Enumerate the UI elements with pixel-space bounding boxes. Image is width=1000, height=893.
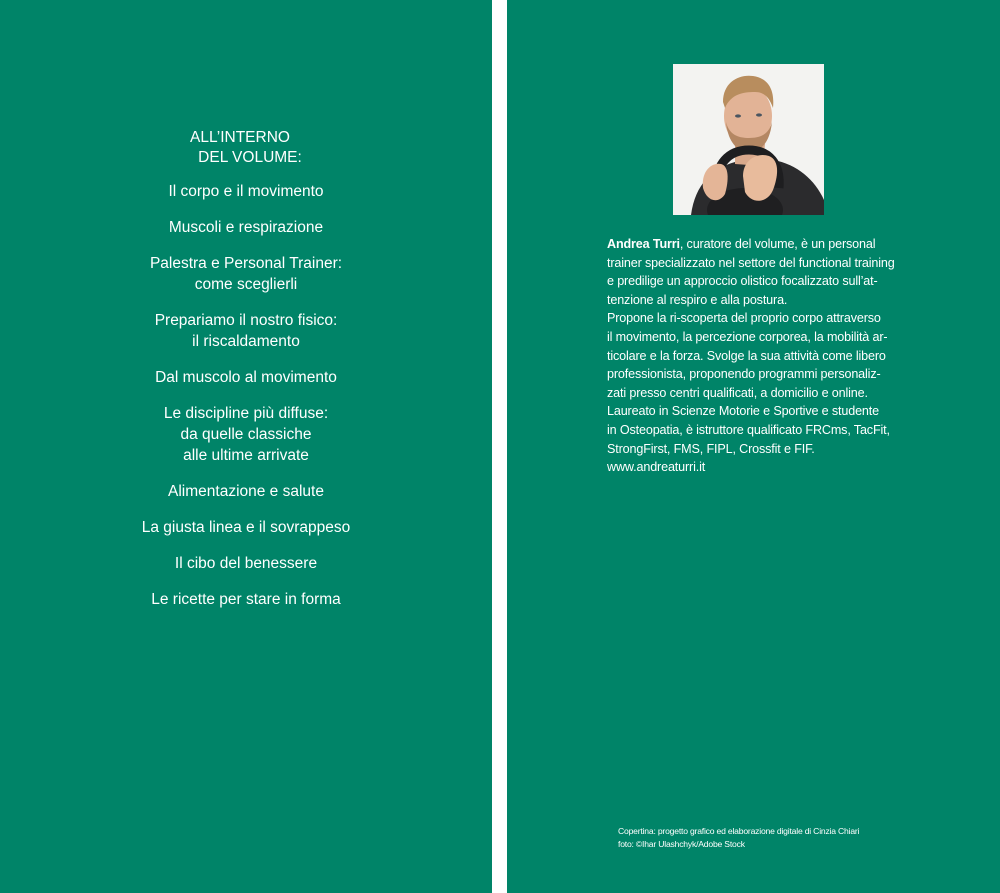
- toc-item-text: La giusta linea e il sovrappeso: [141, 519, 351, 536]
- toc-heading-line-2: DEL VOLUME:: [198, 149, 302, 166]
- toc-item: [0, 481, 492, 502]
- toc-item: [0, 310, 492, 352]
- bio-line: trainer specializzato nel settore del functional training: [607, 255, 895, 270]
- bio-line: ticolare e la forza. Svolge la sua attività come libero: [607, 348, 886, 363]
- author-bio: [607, 235, 907, 477]
- table-of-contents: [0, 128, 492, 625]
- bio-line: e predilige un approccio olistico focalizzato sull’at-: [607, 274, 878, 289]
- toc-item-text: come sceglierli: [194, 276, 298, 293]
- toc-item-text: Dal muscolo al movimento: [155, 369, 337, 386]
- toc-heading-line-1: ALL’INTERNO: [190, 129, 290, 146]
- bio-line: professionista, proponendo programmi personaliz-: [607, 367, 881, 382]
- toc-item-text: il riscaldamento: [192, 333, 300, 350]
- toc-item: [0, 403, 492, 466]
- bio-line: StrongFirst, FMS, FIPL, Crossfit e FIF.: [607, 441, 815, 456]
- bio-line: in Osteopatia, è istruttore qualificato FRCms, TacFit,: [607, 422, 890, 437]
- toc-item-text: da quelle classiche: [180, 426, 312, 443]
- bio-line: [607, 235, 907, 254]
- toc-item-text: alle ultime arrivate: [183, 447, 309, 464]
- bio-line: Propone la ri-scoperta del proprio corpo attraverso: [607, 311, 881, 326]
- toc-item: [0, 367, 492, 388]
- toc-item-text: Le ricette per stare in forma: [151, 591, 341, 608]
- credit-line: foto: ©Ihar Ulashchyk/Adobe Stock: [618, 838, 745, 849]
- bio-line: tenzione al respiro e alla postura.: [607, 292, 788, 307]
- toc-item: [0, 589, 492, 610]
- toc-item-text: Prepariamo il nostro fisico:: [154, 312, 338, 329]
- author-photo-icon: [673, 64, 824, 215]
- bio-line: il movimento, la percezione corporea, la mobilità ar-: [607, 329, 888, 344]
- bio-text: , curatore del volume, è un personal: [679, 237, 876, 251]
- toc-item-text: Palestra e Personal Trainer:: [149, 255, 343, 272]
- toc-item: [0, 181, 492, 202]
- toc-item: [0, 217, 492, 238]
- toc-item: [0, 253, 492, 295]
- toc-item-text: Il cibo del benessere: [174, 555, 318, 572]
- bio-line: zati presso centri qualificati, a domicilio e online.: [607, 385, 868, 400]
- author-website: www.andreaturri.it: [607, 460, 706, 475]
- toc-item: [0, 517, 492, 538]
- credit-line: Copertina: progetto grafico ed elaborazione digitale di Cinzia Chiari: [618, 826, 860, 836]
- cover-credits: [618, 825, 918, 850]
- toc-list: [0, 181, 492, 610]
- author-photo: [673, 64, 824, 215]
- toc-item-text: Le discipline più diffuse:: [163, 405, 329, 422]
- toc-item-text: Muscoli e respirazione: [168, 219, 324, 236]
- author-name: Andrea Turri: [607, 237, 680, 251]
- toc-heading: [0, 128, 492, 168]
- toc-item: [0, 553, 492, 574]
- bio-line: Laureato in Scienze Motorie e Sportive e studente: [607, 404, 879, 419]
- toc-item-text: Alimentazione e salute: [168, 483, 324, 500]
- toc-item-text: Il corpo e il movimento: [168, 183, 324, 200]
